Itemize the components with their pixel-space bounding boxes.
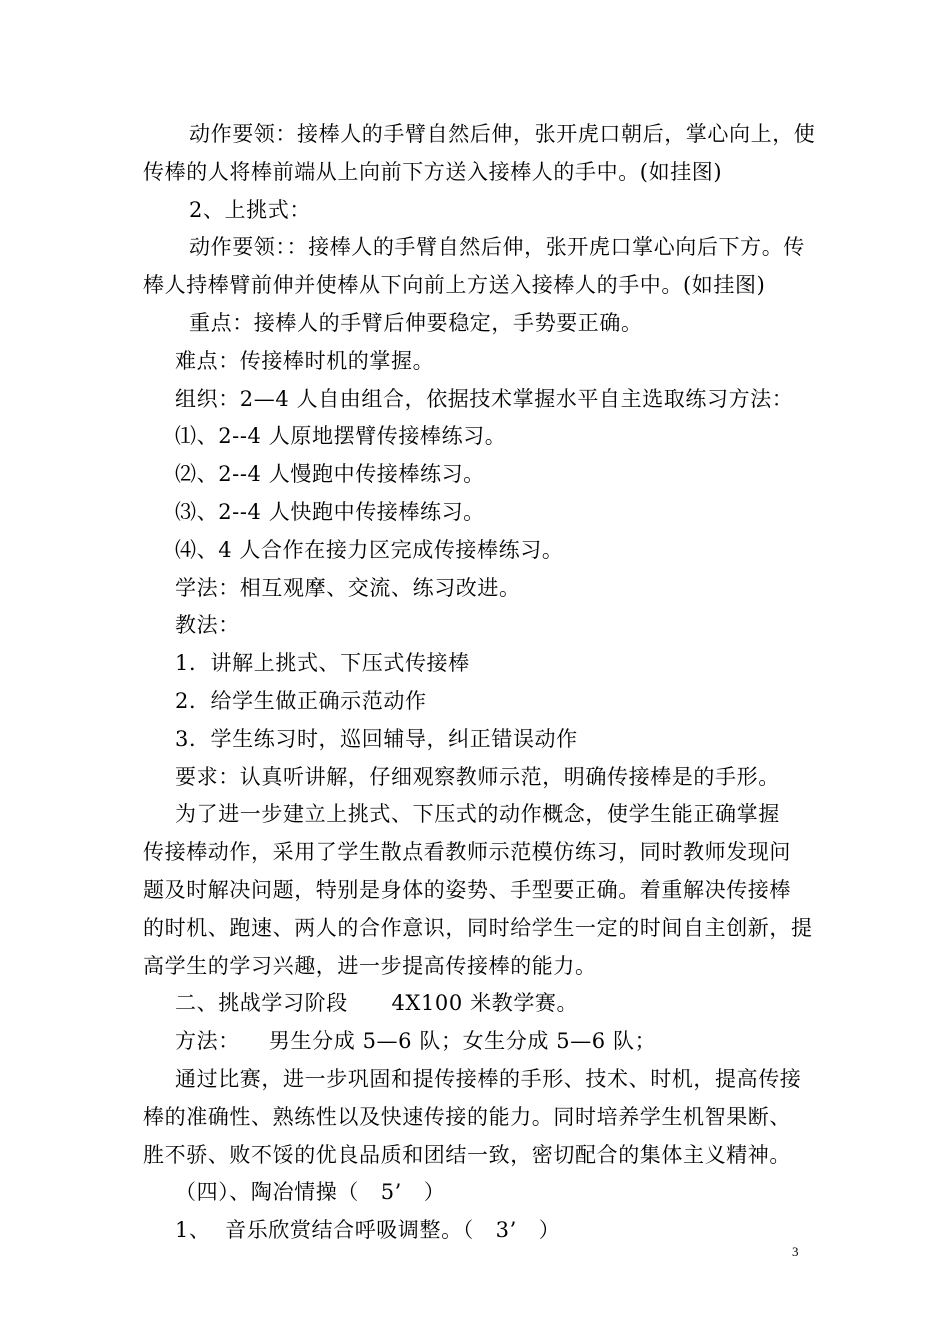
text-line: 教法： [175,613,240,638]
body-text [143,116,816,1250]
text-line: 1．讲解上挑式、下压式传接棒 [175,651,470,676]
text-line: ⑴、2--4 人原地摆臂传接棒练习。 [175,424,507,449]
text-line: 胜不骄、败不馁的优良品质和团结一致，密切配合的集体主义精神。 [143,1142,791,1167]
text-line: 题及时解决问题，特别是身体的姿势、手型要正确。着重解决传接棒 [143,877,791,902]
text-line: 要求：认真听讲解，仔细观察教师示范，明确传接棒是的手形。 [175,764,780,789]
text-line: 棒人持棒臂前伸并使棒从下向前上方送入接棒人的手中。(如挂图) [143,273,766,298]
text-line: 1、 音乐欣赏结合呼吸调整。（ 3’ ） [175,1218,561,1243]
text-line: 2、上挑式： [189,197,311,222]
text-line: 传接棒动作，采用了学生散点看教师示范模仿练习，同时教师发现问 [143,840,791,865]
text-line: ⑵、2--4 人慢跑中传接棒练习。 [175,462,485,487]
text-line: （四）、陶冶情操（ 5’ ） [175,1180,446,1205]
text-line: ⑷、4 人合作在接力区完成传接棒练习。 [175,537,564,562]
text-line: 传棒的人将棒前端从上向前下方送入接棒人的手中。(如挂图) [143,159,723,184]
text-line: 动作要领：接棒人的手臂自然后伸，张开虎口朝后，掌心向上，使 [189,122,816,146]
text-line: 2．给学生做正确示范动作 [175,688,427,713]
text-line: 方法： 男生分成 5—6 队；女生分成 5—6 队； [175,1029,657,1054]
text-line: 的时机、跑速、两人的合作意识，同时给学生一定的时间自主创新，提 [143,915,813,940]
text-line: 学法：相互观摩、交流、练习改进。 [175,575,521,600]
text-line: 重点：接棒人的手臂后伸要稳定，手势要正确。 [189,310,643,335]
text-line: 组织：2—4 人自由组合，依据技术掌握水平自主选取练习方法： [175,386,794,411]
text-line: 通过比赛，进一步巩固和提传接棒的手形、技术、时机，提高传接 [175,1066,802,1091]
text-line: 棒的准确性、熟练性以及快速传接的能力。同时培养学生机智果断、 [143,1104,791,1129]
text-line: ⑶、2--4 人快跑中传接棒练习。 [175,499,485,524]
text-line: 动作要领：：接棒人的手臂自然后伸，张开虎口掌心向后下方。传 [189,235,805,260]
page-number: 3 [792,1244,799,1259]
text-line: 为了进一步建立上挑式、下压式的动作概念，使学生能正确掌握 [175,802,780,827]
text-line: 二、挑战学习阶段 4X100 米教学赛。 [175,991,579,1016]
text-line: 3．学生练习时，巡回辅导，纠正错误动作 [175,726,578,751]
text-line: 难点：传接棒时机的掌握。 [175,348,435,373]
text-line: 高学生的学习兴趣，进一步提高传接棒的能力。 [143,953,597,978]
